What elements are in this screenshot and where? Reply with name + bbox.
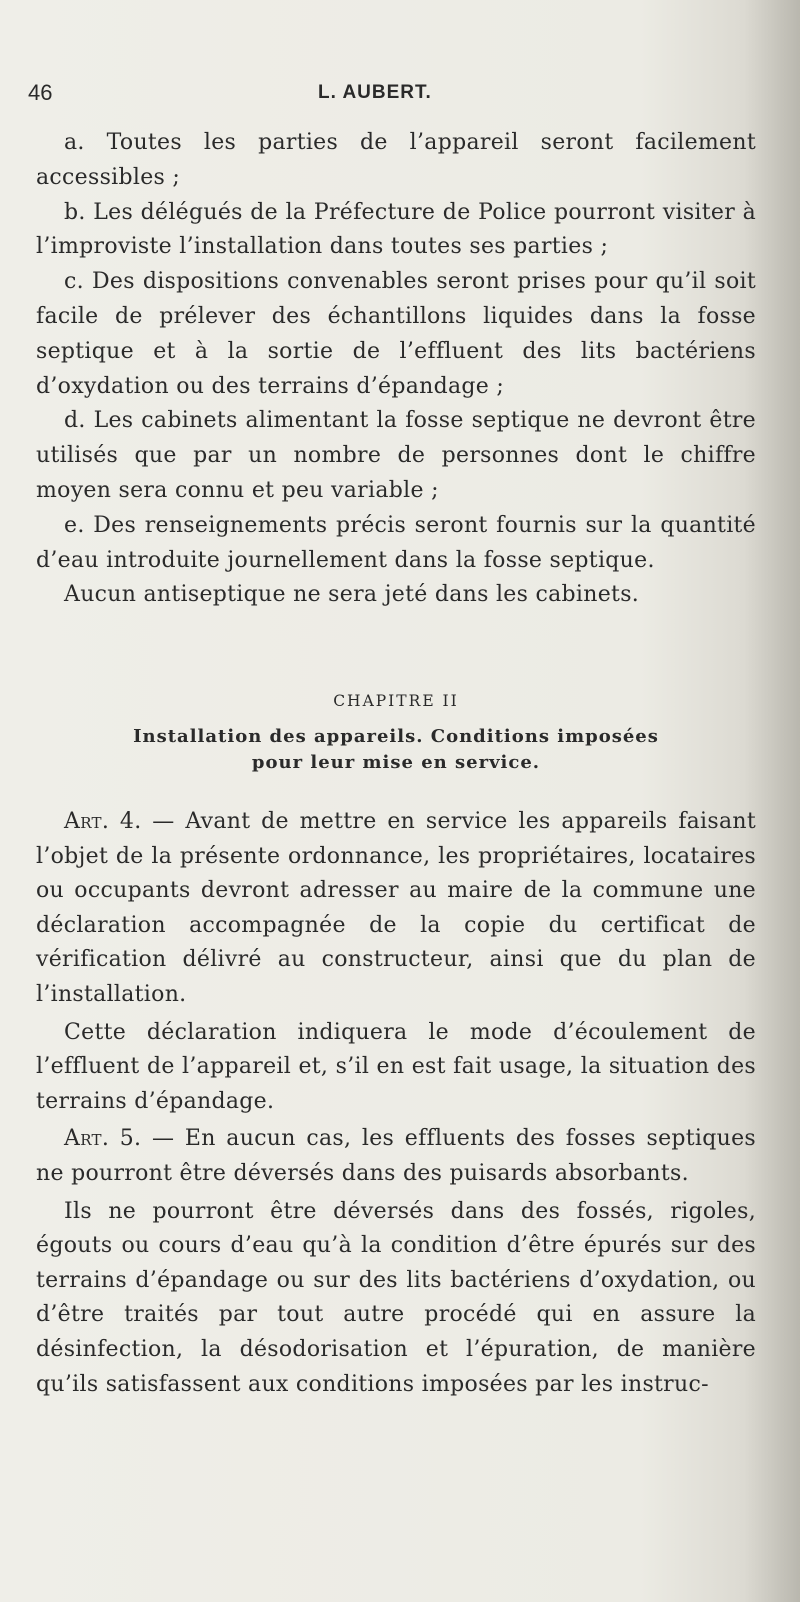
article-4 bbox=[36, 805, 756, 1013]
chapter-title-line-2: pour leur mise en service. bbox=[251, 752, 541, 773]
list-item: e. Des renseignements précis seront fournis sur la quantité d’eau introduite journellement dans la fosse septique. bbox=[36, 512, 756, 573]
article-5-paragraph-2: Ils ne pourront être déversés dans des fossés, rigoles, égouts ou cours d’eau qu’à la condition d’être épurés sur des terrains d’épandage ou sur des lits bactériens d’oxydation, ou d’être traités par tout autre procédé qui en assure la désinfection, la désodorisation et l’épuration, de manière qu’ils satisfassent aux conditions imposées par les instruc- bbox=[36, 1198, 756, 1397]
article-4-paragraph-2: Cette déclaration indiquera le mode d’écoulement de l’effluent de l’appareil et, s’il en est fait usage, la situation des terrains d’épandage. bbox=[36, 1019, 756, 1114]
article-label: Art. 5. bbox=[64, 1126, 142, 1152]
chapter-title-line-1: Installation des appareils. Conditions imposées bbox=[133, 726, 659, 747]
chapter-label: CHAPITRE II bbox=[333, 692, 459, 710]
list-item: d. Les cabinets alimentant la fosse septique ne devront être utilisés que par un nombre de personnes dont le chiffre moyen sera connu et peu variable ; bbox=[36, 408, 756, 503]
article-text: — Avant de mettre en service les appareils faisant l’objet de la présente ordonnance, les propriétaires, locataires ou occupants devront adresser au maire de la commune une déclaration accompagnée de la copie du certificat de vérification délivré au constructeur, ainsi que du plan de l’installation. bbox=[36, 809, 756, 1007]
page-header bbox=[28, 80, 760, 110]
chapter-heading bbox=[36, 692, 756, 776]
article-label: Art. 4. bbox=[64, 809, 142, 834]
running-head: L. AUBERT. bbox=[318, 82, 432, 103]
list-item: Aucun antiseptique ne sera jeté dans les cabinets. bbox=[64, 582, 640, 608]
article-text: — En aucun cas, les effluents des fosses septiques ne pourront être déversés dans des puisards absorbants. bbox=[36, 1126, 757, 1186]
list-item: a. Toutes les parties de l’appareil seront facilement accessibles ; bbox=[36, 130, 756, 190]
list-item: c. Des dispositions convenables seront prises pour qu’il soit facile de prélever des échantillons liquides dans la fosse septique et à la sortie de l’effluent des lits bactériens d’oxydation ou des terrains d’épandage ; bbox=[36, 269, 756, 399]
articles-section bbox=[36, 805, 756, 1402]
list-item: b. Les délégués de la Préfecture de Police pourront visiter à l’improviste l’installation dans toutes ses parties ; bbox=[36, 199, 756, 260]
page-number: 46 bbox=[28, 80, 53, 105]
article-5 bbox=[36, 1122, 756, 1191]
list-section bbox=[36, 126, 756, 613]
